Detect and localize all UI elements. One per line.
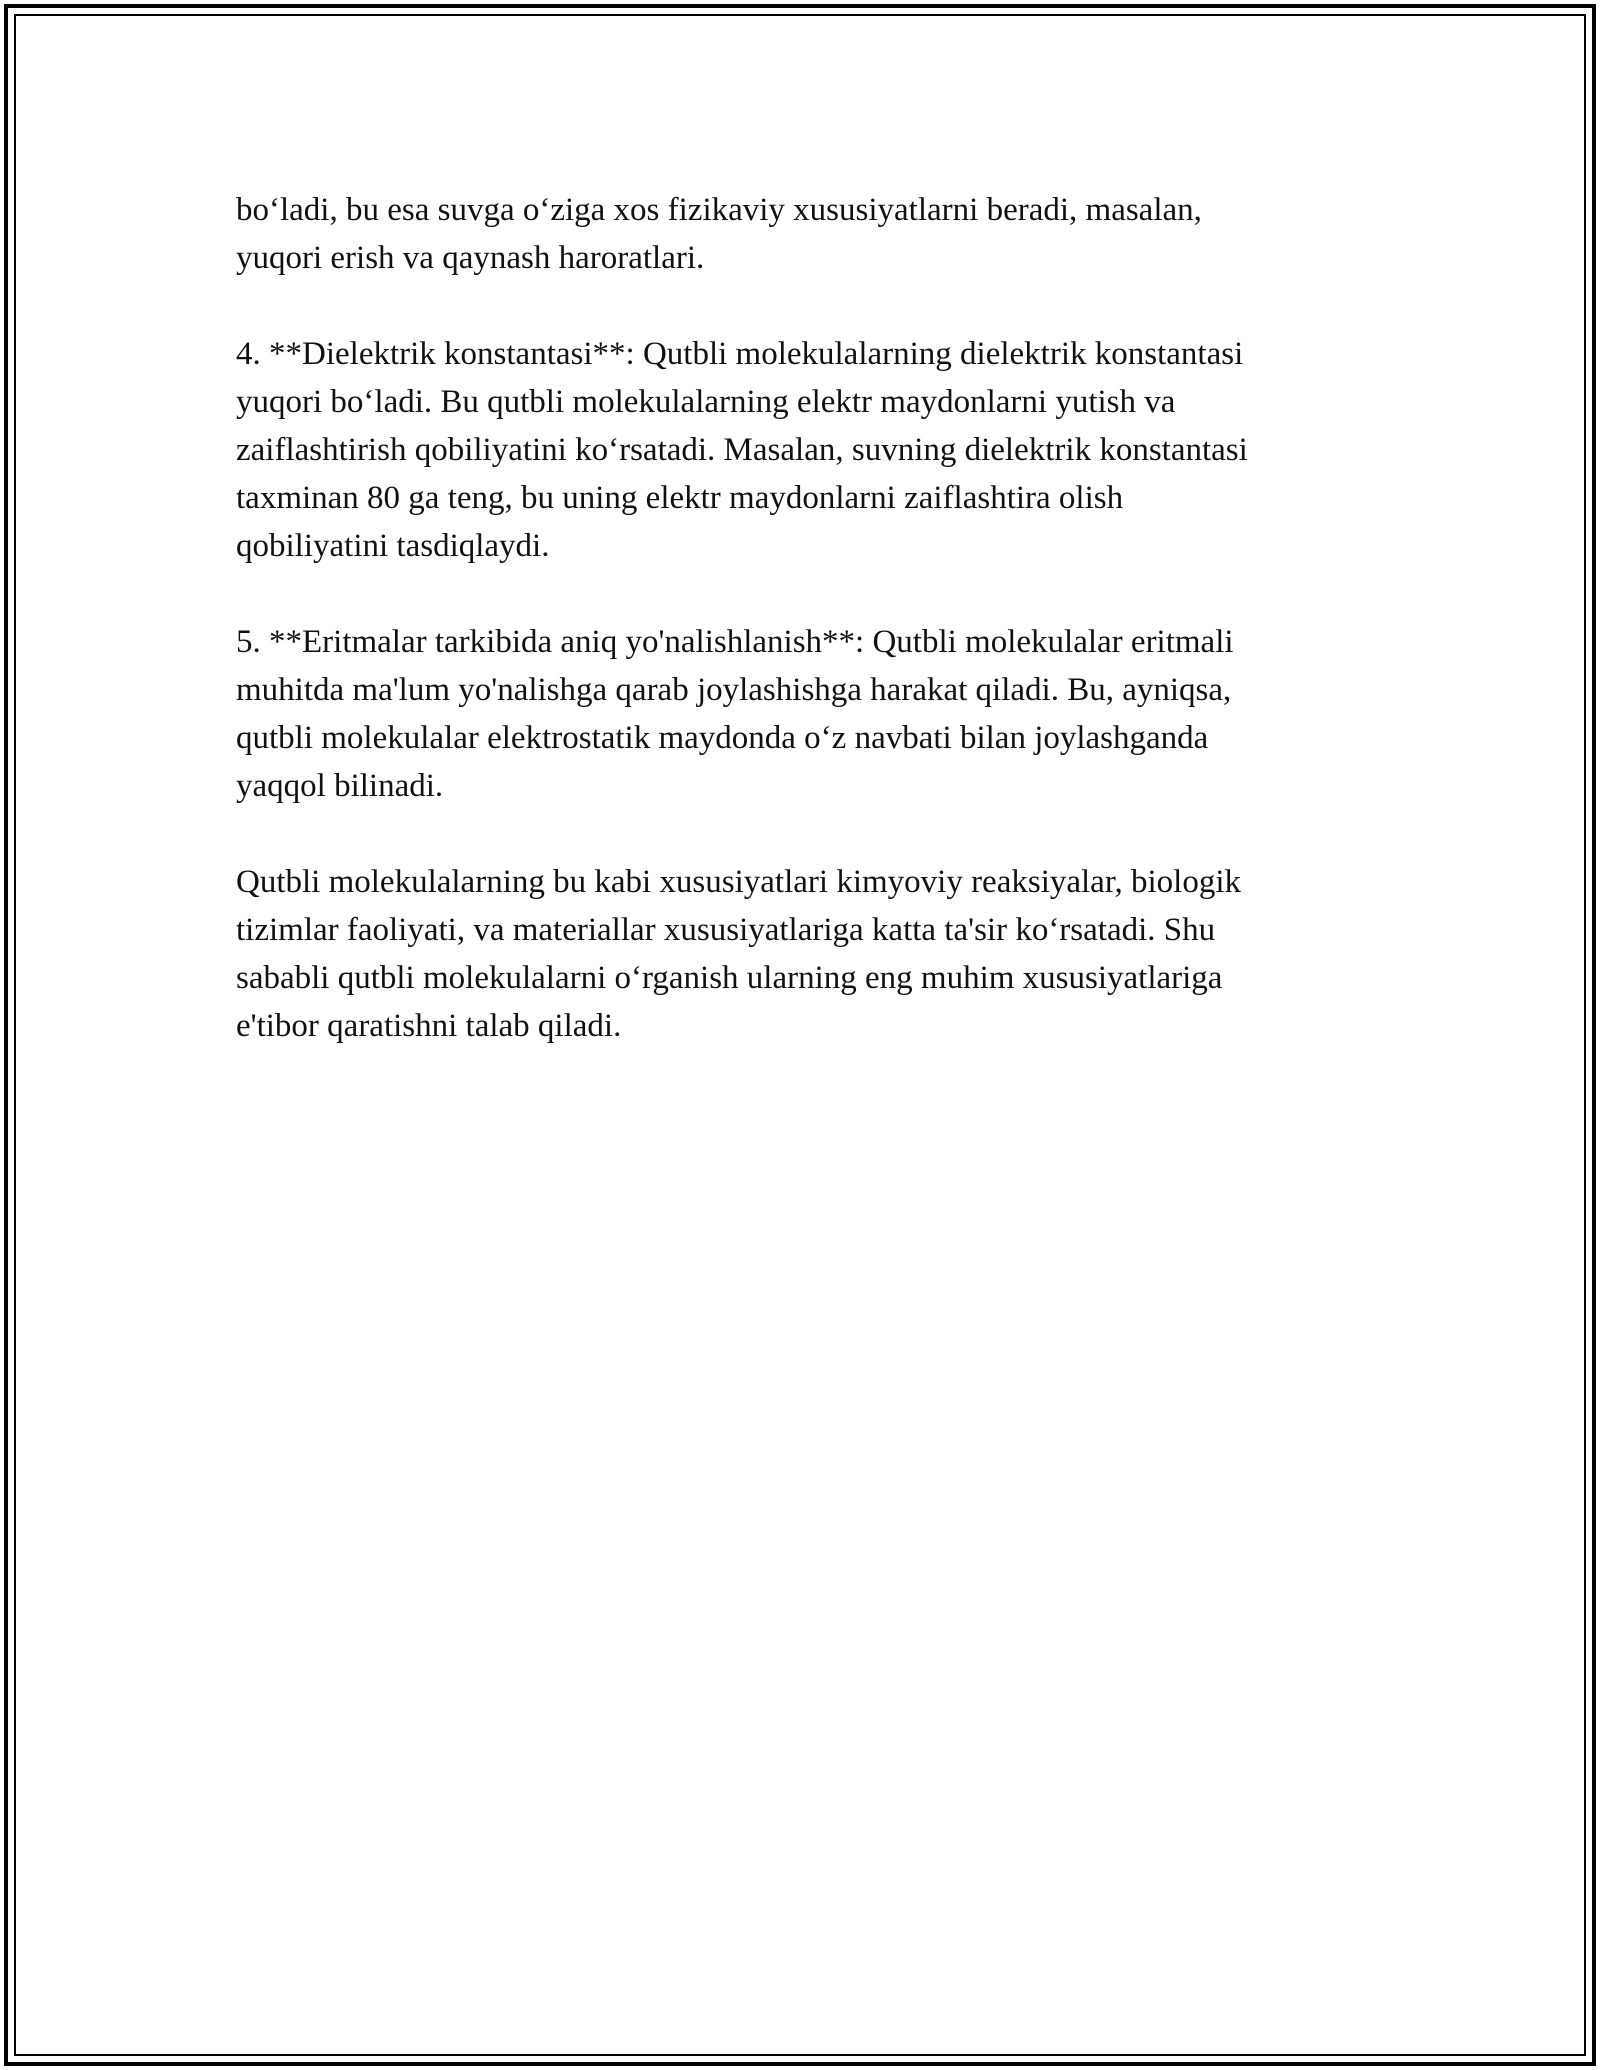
text-line: yuqori bo‘ladi. Bu qutbli molekulalarning elektr maydonlarni yutish va: [236, 384, 1176, 420]
paragraph-orientation: [236, 618, 1386, 810]
text-line: zaiflashtirish qobiliyatini ko‘rsatadi. Masalan, suvning dielektrik konstantasi: [236, 432, 1248, 468]
text-line: qobiliyatini tasdiqlaydi.: [236, 528, 550, 564]
paragraph-continuation: [236, 186, 1386, 282]
text-line: yuqori erish va qaynash haroratlari.: [236, 240, 705, 276]
text-line: Qutbli molekulalarning bu kabi xususiyatlari kimyoviy reaksiyalar, biologik: [236, 864, 1242, 900]
text-line: sababli qutbli molekulalarni o‘rganish ularning eng muhim xususiyatlariga: [236, 960, 1223, 996]
text-line: yaqqol bilinadi.: [236, 768, 444, 804]
text-line: tizimlar faoliyati, va materiallar xususiyatlariga katta ta'sir ko‘rsatadi. Shu: [236, 912, 1216, 948]
text-line: e'tibor qaratishni talab qiladi.: [236, 1008, 622, 1044]
text-line: 4. **Dielektrik konstantasi**: Qutbli molekulalarning dielektrik konstantasi: [236, 336, 1244, 372]
text-line: muhitda ma'lum yo'nalishga qarab joylashishga harakat qiladi. Bu, ayniqsa,: [236, 672, 1232, 708]
document-body: [236, 186, 1386, 1098]
text-line: 5. **Eritmalar tarkibida aniq yo'nalishlanish**: Qutbli molekulalar eritmali: [236, 624, 1234, 660]
text-line: bo‘ladi, bu esa suvga o‘ziga xos fizikaviy xususiyatlarni beradi, masalan,: [236, 192, 1202, 228]
paragraph-conclusion: [236, 858, 1386, 1050]
paragraph-dielectric-constant: [236, 330, 1386, 570]
text-line: taxminan 80 ga teng, bu uning elektr maydonlarni zaiflashtira olish: [236, 480, 1124, 516]
text-line: qutbli molekulalar elektrostatik maydonda o‘z navbati bilan joylashganda: [236, 720, 1209, 756]
